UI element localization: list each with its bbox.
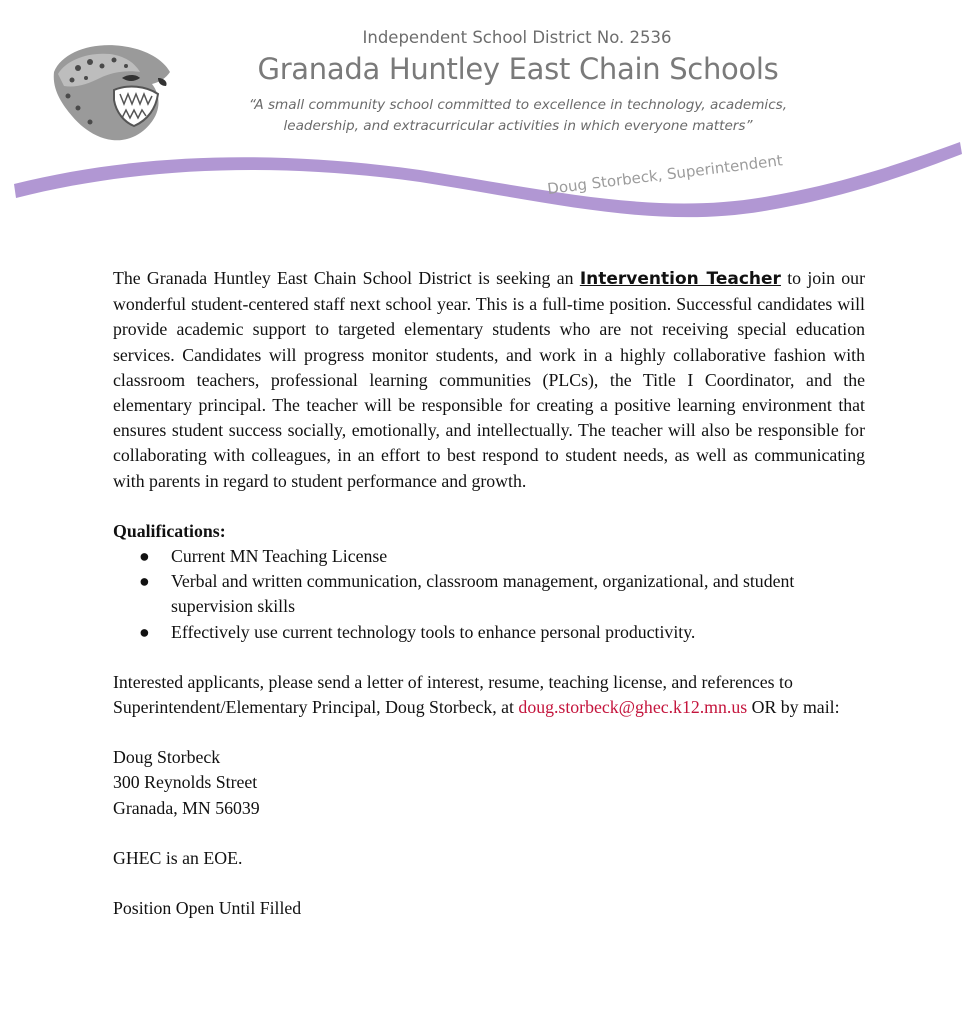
list-item: ● Effectively use current technology tools to enhance personal productivity. <box>113 620 865 645</box>
address-city: Granada, MN 56039 <box>113 797 260 818</box>
district-number: Independent School District No. 2536 <box>362 28 672 47</box>
email-link[interactable]: doug.storbeck@ghec.k12.mn.us <box>518 697 748 718</box>
school-name: Granada Huntley East Chain Schools <box>257 52 779 86</box>
motto-line-2: leadership, and extracurricular activities in which everyone matters” <box>283 118 753 134</box>
address-street: 300 Reynolds Street <box>113 772 258 793</box>
address-name: Doug Storbeck <box>113 747 221 768</box>
mailing-address <box>113 745 865 821</box>
superintendent-name: Doug Storbeck, Superintendent <box>546 151 784 198</box>
apply-suffix: OR by mail: <box>747 697 840 718</box>
position-status: Position Open Until Filled <box>113 898 302 919</box>
list-item: ● Verbal and written communication, classroom management, organizational, and student supervision skills <box>139 571 795 617</box>
bullet-icon: ● <box>139 546 150 567</box>
intro-text-start: The Granada Huntley East Chain School District is seeking an <box>113 268 580 288</box>
decorative-wave <box>0 130 978 230</box>
job-posting <box>113 266 865 921</box>
intro-text-rest: to join our wonderful student-centered staff next school year. This is a full-time position. Successful candidates will provide academic support to targeted elementary students who are not receiving special education services. Candidates will progress monitor students, and work in a highly collaborative fashion with classroom teachers, professional learning communities (PLCs), the Title I Coordinator, and the elementary principal. The teacher will be responsible for creating a positive learning environment that ensures student success socially, emotionally, and intellectually. The teacher will also be responsible for collaborating with colleagues, in an effort to best respond to student needs, as well as communicating with parents in regard to student performance and growth. <box>113 268 865 491</box>
qualifications-list <box>113 544 865 645</box>
list-item: ● Current MN Teaching License <box>113 544 865 569</box>
apply-text: Interested applicants, please send a letter of interest, resume, teaching license, and references to Superintendent/Elementary Principal, Doug Storbeck, at <box>113 671 793 718</box>
bullet-icon: ● <box>139 621 150 642</box>
intro-paragraph <box>113 266 865 494</box>
bullet-icon: ● <box>139 571 150 592</box>
job-title: Intervention Teacher <box>579 269 781 289</box>
application-instructions <box>113 670 865 720</box>
qualifications-heading: Qualifications: <box>113 520 226 541</box>
eoe-statement: GHEC is an EOE. <box>113 847 243 868</box>
motto-line-1: “A small community school committed to excellence in technology, academics, <box>248 97 788 113</box>
letterhead <box>0 0 978 230</box>
